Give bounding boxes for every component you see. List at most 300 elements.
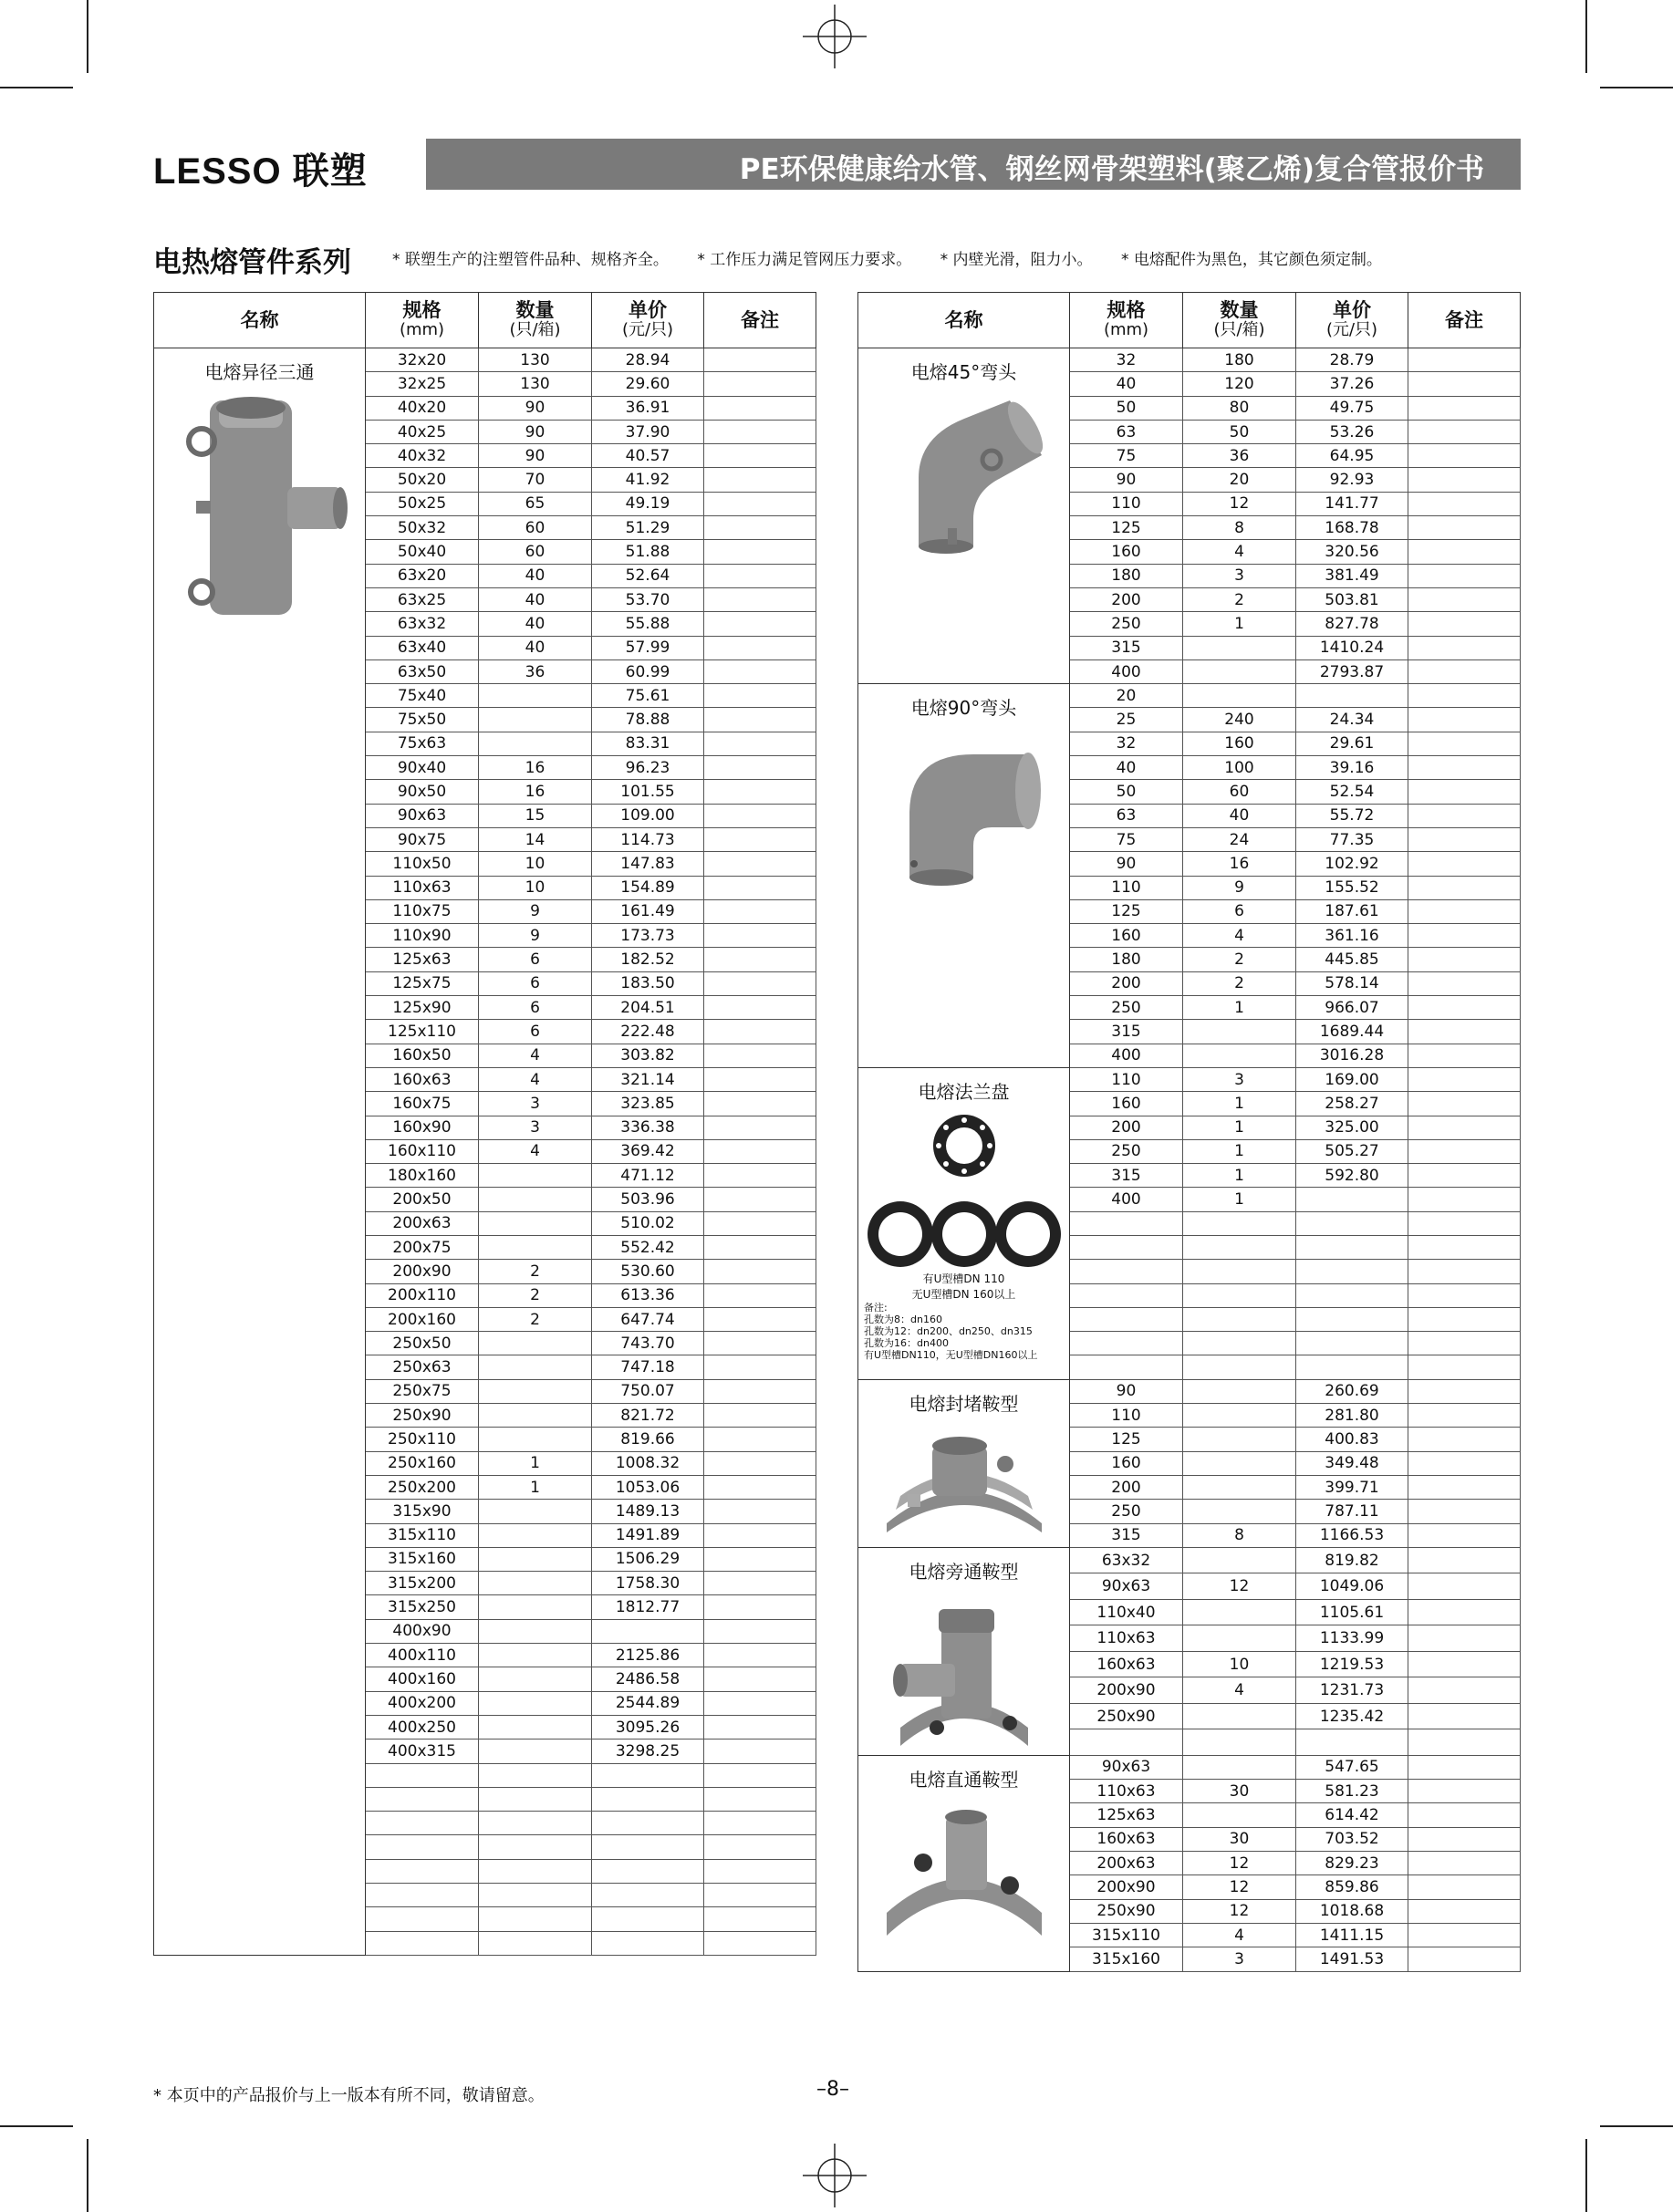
qty-cell: 30 [1183, 1780, 1296, 1803]
spec-cell: 75x40 [366, 684, 479, 708]
qty-cell [1183, 1283, 1296, 1307]
remark-cell [704, 1619, 816, 1643]
remark-cell [1408, 420, 1521, 443]
remark-cell [1408, 1547, 1521, 1573]
remark-cell [704, 852, 816, 876]
qty-cell [1183, 1332, 1296, 1355]
spec-cell: 125x110 [366, 1020, 479, 1044]
price-cell [1296, 1188, 1408, 1211]
remark-cell [704, 420, 816, 443]
spec-cell [1070, 1355, 1183, 1379]
qty-cell [479, 1547, 592, 1571]
spec-cell: 200x90 [1070, 1875, 1183, 1899]
remark-cell [1408, 1020, 1521, 1044]
qty-cell: 1 [1183, 1116, 1296, 1139]
remark-cell [704, 564, 816, 587]
qty-cell: 60 [1183, 780, 1296, 804]
price-cell: 49.19 [592, 492, 704, 515]
crop-mark [87, 0, 88, 73]
price-cell: 1758.30 [592, 1572, 704, 1595]
remark-cell [704, 1715, 816, 1739]
spec-cell: 110 [1070, 1067, 1183, 1091]
remark-cell [1408, 1677, 1521, 1704]
qty-cell [479, 1691, 592, 1715]
price-cell: 320.56 [1296, 540, 1408, 564]
col-name: 名称 [154, 293, 366, 348]
qty-cell: 4 [1183, 540, 1296, 564]
qty-cell: 4 [479, 1139, 592, 1163]
spec-cell: 200x110 [366, 1283, 479, 1307]
qty-cell [479, 1188, 592, 1211]
remark-cell [704, 756, 816, 780]
qty-cell: 60 [479, 516, 592, 540]
flange-image [858, 1111, 1069, 1302]
price-cell: 445.85 [1296, 948, 1408, 971]
spec-cell: 160 [1070, 1451, 1183, 1475]
spec-cell: 200x90 [1070, 1677, 1183, 1704]
spec-cell: 90x63 [1070, 1755, 1183, 1779]
product-cell [858, 1379, 1070, 1547]
note-item: * 工作压力满足管网压力要求。 [697, 251, 912, 269]
remark-cell [704, 1211, 816, 1235]
price-cell: 1812.77 [592, 1595, 704, 1619]
spec-cell: 400x200 [366, 1691, 479, 1715]
price-cell: 75.61 [592, 684, 704, 708]
remark-cell [1408, 780, 1521, 804]
spec-cell: 250 [1070, 1500, 1183, 1523]
spec-cell [366, 1907, 479, 1931]
qty-cell: 4 [479, 1044, 592, 1067]
qty-cell [479, 1644, 592, 1667]
remark-cell [1408, 684, 1521, 708]
spec-cell: 315x110 [1070, 1923, 1183, 1947]
table-row [858, 1379, 1521, 1403]
reducing-tee-image [154, 391, 365, 628]
spec-cell: 200 [1070, 971, 1183, 995]
spec-cell: 110x63 [1070, 1780, 1183, 1803]
remark-cell [704, 1188, 816, 1211]
price-cell: 173.73 [592, 924, 704, 948]
price-cell: 64.95 [1296, 444, 1408, 468]
qty-cell: 8 [1183, 516, 1296, 540]
spec-cell: 250x63 [366, 1355, 479, 1379]
remark-cell [1408, 587, 1521, 611]
remark-cell [704, 1907, 816, 1931]
remark-cell [1408, 492, 1521, 515]
qty-cell [1183, 1547, 1296, 1573]
qty-cell: 6 [479, 971, 592, 995]
spec-cell [1070, 1307, 1183, 1331]
remark-cell [704, 1451, 816, 1475]
qty-cell [479, 1812, 592, 1835]
qty-cell: 70 [479, 468, 592, 492]
remark-cell [1408, 1116, 1521, 1139]
qty-cell [1183, 659, 1296, 683]
spec-cell: 250 [1070, 996, 1183, 1020]
price-cell [1296, 1355, 1408, 1379]
price-cell: 325.00 [1296, 1116, 1408, 1139]
qty-cell: 3 [479, 1092, 592, 1116]
spec-cell: 200x90 [366, 1260, 479, 1283]
price-cell: 399.71 [1296, 1475, 1408, 1499]
qty-cell: 240 [1183, 708, 1296, 732]
price-cell: 505.27 [1296, 1139, 1408, 1163]
qty-cell: 12 [1183, 1875, 1296, 1899]
price-cell: 787.11 [1296, 1500, 1408, 1523]
product-name: 电熔封堵鞍型 [909, 1392, 1019, 1415]
price-cell: 613.36 [592, 1283, 704, 1307]
price-cell: 182.52 [592, 948, 704, 971]
qty-cell: 10 [479, 852, 592, 876]
price-cell: 819.82 [1296, 1547, 1408, 1573]
spec-cell: 63 [1070, 420, 1183, 443]
qty-cell: 10 [1183, 1651, 1296, 1677]
qty-cell [479, 1355, 592, 1379]
remark-cell [1408, 1092, 1521, 1116]
remark-cell [704, 1092, 816, 1116]
qty-cell: 8 [1183, 1523, 1296, 1547]
remark-cell [704, 1067, 816, 1091]
price-cell: 859.86 [1296, 1875, 1408, 1899]
flange-note-line: 有U型槽DN110，无U型槽DN160以上 [864, 1348, 1038, 1361]
price-cell: 36.91 [592, 396, 704, 420]
qty-cell: 90 [479, 396, 592, 420]
qty-cell: 1 [1183, 1092, 1296, 1116]
price-cell: 147.83 [592, 852, 704, 876]
spec-cell [1070, 1332, 1183, 1355]
qty-cell: 4 [479, 1067, 592, 1091]
spec-cell: 40 [1070, 756, 1183, 780]
qty-cell: 2 [1183, 971, 1296, 995]
qty-cell [1183, 1703, 1296, 1729]
spec-cell: 160x63 [366, 1067, 479, 1091]
spec-cell: 125x75 [366, 971, 479, 995]
price-cell: 281.80 [1296, 1404, 1408, 1428]
price-cell: 829.23 [1296, 1852, 1408, 1875]
spec-cell: 125 [1070, 516, 1183, 540]
remark-cell [1408, 1404, 1521, 1428]
product-cell [858, 1067, 1070, 1379]
qty-cell [479, 1931, 592, 1955]
flange-note-line: 孔数为8：dn160 [864, 1313, 942, 1325]
remark-cell [1408, 1283, 1521, 1307]
spec-cell: 160x110 [366, 1139, 479, 1163]
price-cell: 747.18 [592, 1355, 704, 1379]
price-cell: 743.70 [592, 1332, 704, 1355]
qty-cell [1183, 1211, 1296, 1235]
price-cell [1296, 1235, 1408, 1259]
remark-cell [704, 612, 816, 636]
qty-cell: 6 [479, 1020, 592, 1044]
price-cell: 1491.53 [1296, 1947, 1408, 1971]
qty-cell [479, 1404, 592, 1428]
qty-cell: 2 [1183, 948, 1296, 971]
price-cell: 49.75 [1296, 396, 1408, 420]
price-cell [592, 1835, 704, 1859]
spec-cell: 160x63 [1070, 1651, 1183, 1677]
spec-cell: 110 [1070, 492, 1183, 515]
remark-cell [1408, 1803, 1521, 1827]
flange-note-line: 孔数为12：dn200、dn250、dn315 [864, 1324, 1033, 1337]
remark-cell [704, 587, 816, 611]
remark-cell [704, 1235, 816, 1259]
remark-cell [704, 1667, 816, 1691]
price-cell: 41.92 [592, 468, 704, 492]
qty-cell: 65 [479, 492, 592, 515]
qty-cell: 130 [479, 348, 592, 372]
qty-cell: 12 [1183, 1899, 1296, 1923]
spec-cell: 160 [1070, 540, 1183, 564]
qty-cell: 130 [479, 372, 592, 396]
remark-cell [1408, 899, 1521, 923]
price-cell: 510.02 [592, 1211, 704, 1235]
spec-cell: 63x25 [366, 587, 479, 611]
price-cell: 155.52 [1296, 876, 1408, 899]
remark-cell [704, 1739, 816, 1763]
spec-cell: 400x315 [366, 1739, 479, 1763]
remark-cell [1408, 996, 1521, 1020]
page-number: –8– [816, 2078, 849, 2101]
qty-cell [479, 1859, 592, 1883]
price-cell: 109.00 [592, 804, 704, 827]
qty-cell [479, 732, 592, 755]
qty-cell [479, 1332, 592, 1355]
price-cell [592, 1619, 704, 1643]
qty-cell: 36 [1183, 444, 1296, 468]
price-cell: 1506.29 [592, 1547, 704, 1571]
remark-cell [704, 659, 816, 683]
spec-cell: 200x75 [366, 1235, 479, 1259]
remark-cell [704, 804, 816, 827]
price-cell: 1133.99 [1296, 1625, 1408, 1652]
spec-cell [366, 1835, 479, 1859]
price-cell: 966.07 [1296, 996, 1408, 1020]
price-cell: 57.99 [592, 636, 704, 659]
remark-cell [704, 1523, 816, 1547]
remark-cell [1408, 1428, 1521, 1451]
price-cell: 83.31 [592, 732, 704, 755]
qty-cell: 20 [1183, 468, 1296, 492]
spec-cell: 250x90 [1070, 1703, 1183, 1729]
qty-cell: 6 [479, 996, 592, 1020]
spec-cell: 315 [1070, 1523, 1183, 1547]
remark-cell [704, 924, 816, 948]
table-row [154, 348, 816, 372]
spec-cell: 110x63 [1070, 1625, 1183, 1652]
remark-cell [704, 348, 816, 372]
remark-cell [704, 1931, 816, 1955]
price-cell: 323.85 [592, 1092, 704, 1116]
spec-cell: 315x160 [1070, 1947, 1183, 1971]
qty-cell: 1 [1183, 612, 1296, 636]
remark-cell [1408, 444, 1521, 468]
price-cell: 60.99 [592, 659, 704, 683]
remark-cell [704, 684, 816, 708]
spec-cell: 63x20 [366, 564, 479, 587]
qty-cell: 3 [1183, 1947, 1296, 1971]
flange-note-line: 备注: [864, 1301, 888, 1314]
remark-cell [704, 1835, 816, 1859]
col-spec: 规格 (mm) [1070, 293, 1183, 348]
qty-cell: 3 [479, 1116, 592, 1139]
qty-cell [1183, 1755, 1296, 1779]
qty-cell: 14 [479, 827, 592, 851]
qty-cell [479, 1428, 592, 1451]
registration-mark-top [803, 5, 867, 68]
col-qty: 数量 (只/箱) [1183, 293, 1296, 348]
price-cell: 55.72 [1296, 804, 1408, 827]
price-cell [592, 1884, 704, 1907]
qty-cell: 2 [479, 1307, 592, 1331]
qty-cell [1183, 1404, 1296, 1428]
spec-cell: 90x50 [366, 780, 479, 804]
price-cell: 552.42 [592, 1235, 704, 1259]
crop-mark [0, 87, 73, 88]
price-cell: 3095.26 [592, 1715, 704, 1739]
spec-cell: 75 [1070, 827, 1183, 851]
price-cell: 3016.28 [1296, 1044, 1408, 1067]
price-cell: 1231.73 [1296, 1677, 1408, 1704]
price-cell: 258.27 [1296, 1092, 1408, 1116]
spec-cell: 110x63 [366, 876, 479, 899]
remark-cell [704, 1500, 816, 1523]
remark-cell [704, 827, 816, 851]
price-cell: 28.94 [592, 348, 704, 372]
remark-cell [704, 1404, 816, 1428]
qty-cell: 4 [1183, 1923, 1296, 1947]
table-header-row [858, 293, 1521, 348]
price-cell: 52.64 [592, 564, 704, 587]
elbow-90-image [858, 727, 1069, 891]
remark-cell [704, 1139, 816, 1163]
price-cell: 1689.44 [1296, 1020, 1408, 1044]
qty-cell: 40 [479, 612, 592, 636]
spec-cell: 90x75 [366, 827, 479, 851]
spec-cell: 90 [1070, 852, 1183, 876]
spec-cell: 32x25 [366, 372, 479, 396]
qty-cell: 2 [479, 1283, 592, 1307]
qty-cell: 30 [1183, 1827, 1296, 1851]
price-cell: 647.74 [592, 1307, 704, 1331]
col-remark: 备注 [704, 293, 816, 348]
page-title: PE环保健康给水管、钢丝网骨架塑料(聚乙烯)复合管报价书 [739, 153, 1484, 186]
col-name: 名称 [858, 293, 1070, 348]
spec-cell: 400x110 [366, 1644, 479, 1667]
spec-cell: 50 [1070, 780, 1183, 804]
price-cell: 40.57 [592, 444, 704, 468]
remark-cell [704, 1475, 816, 1499]
qty-cell [479, 708, 592, 732]
price-cell: 1018.68 [1296, 1899, 1408, 1923]
remark-cell [1408, 1923, 1521, 1947]
note-item: * 联塑生产的注塑管件品种、规格齐全。 [392, 251, 669, 269]
price-cell [1296, 1283, 1408, 1307]
qty-cell: 3 [1183, 564, 1296, 587]
product-name: 电熔旁通鞍型 [909, 1560, 1019, 1583]
price-cell: 2486.58 [592, 1667, 704, 1691]
remark-cell [1408, 827, 1521, 851]
price-cell: 24.34 [1296, 708, 1408, 732]
qty-cell: 3 [1183, 1067, 1296, 1091]
price-cell: 222.48 [592, 1020, 704, 1044]
price-cell: 53.70 [592, 587, 704, 611]
price-cell: 187.61 [1296, 899, 1408, 923]
remark-cell [1408, 948, 1521, 971]
price-cell: 381.49 [1296, 564, 1408, 587]
note-item: * 内壁光滑，阻力小。 [940, 251, 1093, 269]
qty-cell: 9 [1183, 876, 1296, 899]
price-cell: 400.83 [1296, 1428, 1408, 1451]
spec-cell: 110x40 [1070, 1599, 1183, 1625]
qty-cell [479, 1572, 592, 1595]
qty-cell: 16 [1183, 852, 1296, 876]
remark-cell [1408, 1573, 1521, 1600]
remark-cell [1408, 564, 1521, 587]
remark-cell [704, 1859, 816, 1883]
spec-cell: 75 [1070, 444, 1183, 468]
price-cell: 51.88 [592, 540, 704, 564]
spec-cell: 160x63 [1070, 1827, 1183, 1851]
qty-cell: 1 [1183, 1188, 1296, 1211]
remark-cell [704, 1307, 816, 1331]
remark-cell [1408, 1729, 1521, 1756]
price-cell: 821.72 [592, 1404, 704, 1428]
spec-cell: 110 [1070, 1404, 1183, 1428]
qty-cell: 50 [1183, 420, 1296, 443]
spec-cell [1070, 1283, 1183, 1307]
spec-cell: 315x90 [366, 1500, 479, 1523]
remark-cell [1408, 1307, 1521, 1331]
remark-cell [1408, 1755, 1521, 1779]
footer-note: * 本页中的产品报价与上一版本有所不同，敬请留意。 [153, 2086, 545, 2105]
crop-mark [1585, 0, 1587, 73]
qty-cell [479, 1739, 592, 1763]
spec-cell: 63 [1070, 804, 1183, 827]
qty-cell [1183, 1355, 1296, 1379]
price-cell: 1008.32 [592, 1451, 704, 1475]
remark-cell [1408, 1780, 1521, 1803]
remark-cell [1408, 1947, 1521, 1971]
product-name: 电熔法兰盘 [918, 1080, 1010, 1103]
spec-cell: 50 [1070, 396, 1183, 420]
price-cell: 2125.86 [592, 1644, 704, 1667]
spec-cell [366, 1859, 479, 1883]
remark-cell [1408, 468, 1521, 492]
spec-cell: 125 [1070, 899, 1183, 923]
remark-cell [704, 1428, 816, 1451]
qty-cell [1183, 1729, 1296, 1756]
remark-cell [704, 372, 816, 396]
qty-cell: 12 [1183, 492, 1296, 515]
remark-cell [704, 876, 816, 899]
qty-cell: 16 [479, 756, 592, 780]
qty-cell: 36 [479, 659, 592, 683]
spec-cell: 160 [1070, 1092, 1183, 1116]
price-table-right [857, 292, 1521, 1972]
remark-cell [1408, 1500, 1521, 1523]
qty-cell [1183, 1451, 1296, 1475]
spec-cell: 32 [1070, 348, 1183, 372]
remark-cell [704, 899, 816, 923]
flange-note-line: 孔数为16：dn400 [864, 1336, 949, 1349]
crop-mark [0, 2125, 73, 2127]
remark-cell [704, 1355, 816, 1379]
spec-cell: 63x32 [366, 612, 479, 636]
remark-cell [704, 1283, 816, 1307]
qty-cell: 1 [1183, 996, 1296, 1020]
spec-cell: 250x90 [1070, 1899, 1183, 1923]
product-cell [858, 684, 1070, 1068]
